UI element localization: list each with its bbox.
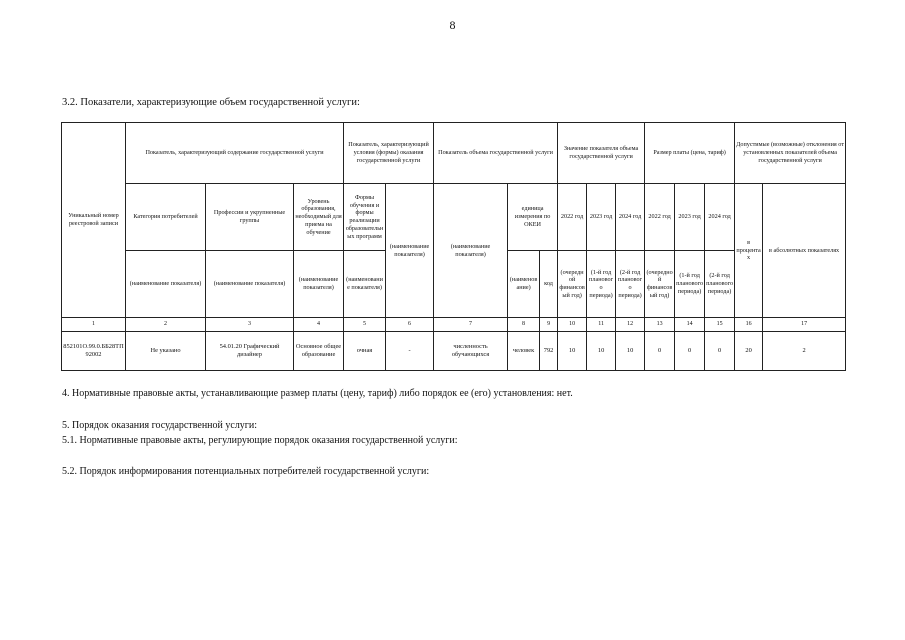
header-indicator-name: (наименование показателя) <box>206 251 294 318</box>
table-cell: 20 <box>735 332 763 371</box>
column-number-cell: 5 <box>344 318 386 332</box>
page-number: 8 <box>449 18 456 32</box>
table-cell: 852101О.99.0.ББ28ТП92002 <box>62 332 126 371</box>
column-number-row <box>62 318 846 332</box>
column-number-cell: 6 <box>386 318 434 332</box>
table-cell: 10 <box>587 332 616 371</box>
header-content-indicator: Показатель, характеризующий содержание государственной услуги <box>126 123 344 184</box>
header-fee-2024: 2024 год <box>705 184 735 251</box>
header-unique-number: Уникальный номер реестровой записи <box>62 123 126 318</box>
table-cell: Не указано <box>126 332 206 371</box>
table-cell: 0 <box>645 332 675 371</box>
paragraph-4: 4. Нормативные правовые акты, устанавливающие размер платы (цену, тариф) либо порядок ее (его) установления: нет. <box>62 388 573 399</box>
header-condition-name: (наименование показателя) <box>386 184 434 318</box>
column-number-cell: 4 <box>294 318 344 332</box>
column-number-cell: 8 <box>508 318 540 332</box>
volume-indicators-table <box>61 122 846 371</box>
column-number-cell: 12 <box>616 318 645 332</box>
column-number-cell: 13 <box>645 318 675 332</box>
table-cell: 54.01.20 Графический дизайнер <box>206 332 294 371</box>
header-next-fin-year: (очередной финансовый год) <box>558 251 587 318</box>
column-number-cell: 3 <box>206 318 294 332</box>
header-volume-value: Значение показателя объема государственной услуги <box>558 123 645 184</box>
section-title: 3.2. Показатели, характеризующие объем государственной услуги: <box>62 97 360 108</box>
column-number-cell: 2 <box>126 318 206 332</box>
column-number-cell: 11 <box>587 318 616 332</box>
paragraph-5: 5. Порядок оказания государственной услуги: <box>62 420 258 431</box>
header-fee: Размер платы (цена, тариф) <box>645 123 735 184</box>
header-year-2022: 2022 год <box>558 184 587 251</box>
column-number-cell: 7 <box>434 318 508 332</box>
header-unit-code: код <box>540 251 558 318</box>
header-fee-2022: 2022 год <box>645 184 675 251</box>
header-volume-name: (наименование показателя) <box>434 184 508 318</box>
table-cell: - <box>386 332 434 371</box>
header-volume-indicator: Показатель объема государственной услуги <box>434 123 558 184</box>
header-indicator-name: (наименование показателя) <box>344 251 386 318</box>
paragraph-5-2: 5.2. Порядок информирования потенциальных потребителей государственной услуги: <box>62 466 430 477</box>
table-cell: 10 <box>558 332 587 371</box>
header-fee-plan-year-1: (1-й год планового периода) <box>675 251 705 318</box>
header-unit: единица измерения по ОКЕИ <box>508 184 558 251</box>
header-fee-next-fin-year: (очередной финансовый год) <box>645 251 675 318</box>
header-category: Категория потребителей <box>126 184 206 251</box>
column-number-cell: 15 <box>705 318 735 332</box>
column-number-cell: 1 <box>62 318 126 332</box>
column-number-cell: 10 <box>558 318 587 332</box>
column-number-cell: 17 <box>763 318 846 332</box>
header-percent: в процентах <box>735 184 763 318</box>
table-cell: очная <box>344 332 386 371</box>
table-cell: 10 <box>616 332 645 371</box>
table-cell: человек <box>508 332 540 371</box>
table-cell: 2 <box>763 332 846 371</box>
header-deviation: Допустимые (возможные) отклонения от установленных показателей объема государственной услуги <box>735 123 846 184</box>
table-cell: Основное общее образование <box>294 332 344 371</box>
column-number-cell: 16 <box>735 318 763 332</box>
header-indicator-name: (наименование показателя) <box>294 251 344 318</box>
paragraph-5-1: 5.1. Нормативные правовые акты, регулирующие порядок оказания государственной услуги: <box>62 435 458 446</box>
header-row-top <box>62 123 846 184</box>
column-number-cell: 9 <box>540 318 558 332</box>
header-forms: Формы обучения и формы реализации образовательных программ <box>344 184 386 251</box>
header-conditions-indicator: Показатель, характеризующий условия (формы) оказания государственной услуги <box>344 123 434 184</box>
header-indicator-name: (наименование показателя) <box>126 251 206 318</box>
header-education-level: Уровень образования, необходимый для приема на обучение <box>294 184 344 251</box>
header-profession: Профессии и укрупненные группы <box>206 184 294 251</box>
header-plan-year-1: (1-й год планового периода) <box>587 251 616 318</box>
header-year-2024: 2024 год <box>616 184 645 251</box>
header-fee-2023: 2023 год <box>675 184 705 251</box>
header-absolute: в абсолютных показателях <box>763 184 846 318</box>
table-cell: 0 <box>675 332 705 371</box>
header-row-middle <box>62 184 846 251</box>
table-cell: 792 <box>540 332 558 371</box>
table-cell: 0 <box>705 332 735 371</box>
header-fee-plan-year-2: (2-й год планового периода) <box>705 251 735 318</box>
header-year-2023: 2023 год <box>587 184 616 251</box>
table-cell: численность обучающихся <box>434 332 508 371</box>
table-row <box>62 332 846 371</box>
column-number-cell: 14 <box>675 318 705 332</box>
header-plan-year-2: (2-й год планового периода) <box>616 251 645 318</box>
header-unit-name: (наименование) <box>508 251 540 318</box>
